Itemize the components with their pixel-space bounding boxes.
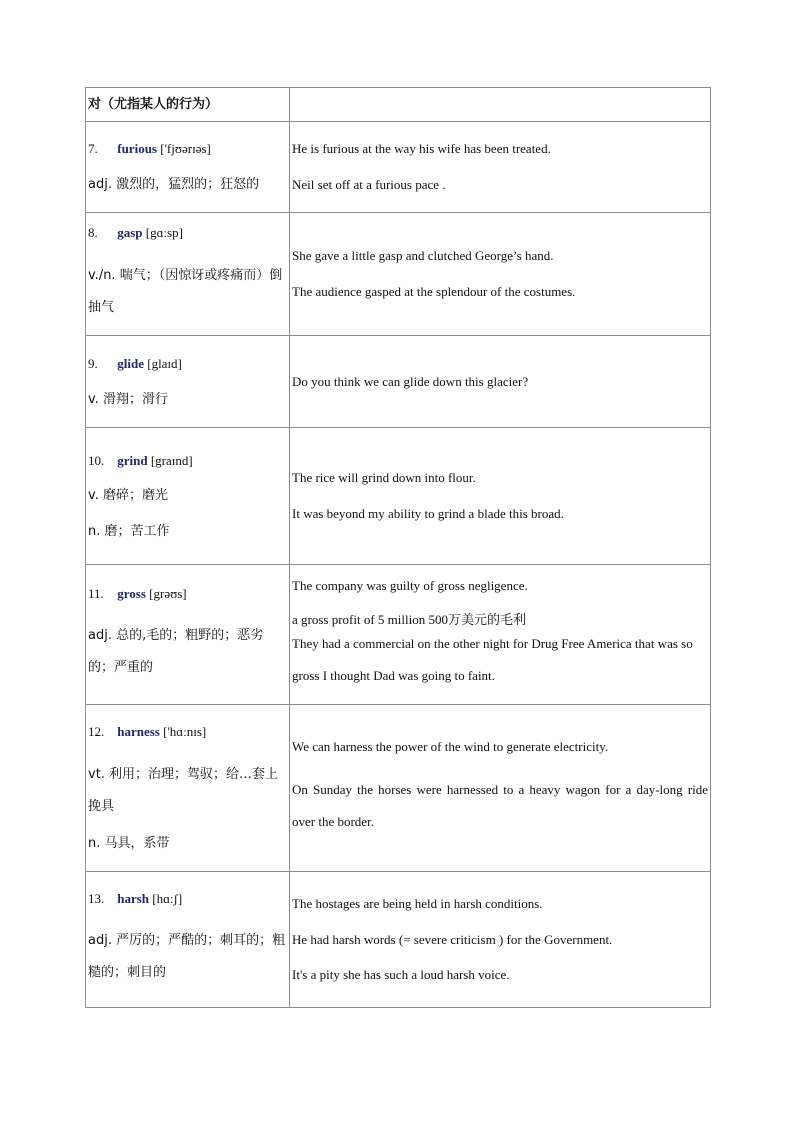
word-line (88, 452, 287, 470)
example-sentence: He is furious at the way his wife has been treated. (292, 141, 551, 157)
example-sentence: Neil set off at a furious pace . (292, 177, 446, 192)
word-line (88, 140, 287, 158)
example-sentence: The audience gasped at the splendour of the costumes. (292, 284, 576, 299)
example-sentence: She gave a little gasp and clutched George’s hand. (292, 248, 554, 264)
word-cell (86, 565, 290, 705)
table-row (86, 872, 711, 1008)
example-sentence: It was beyond my ability to grind a blade this broad. (292, 506, 564, 521)
table-row (86, 213, 711, 336)
example-sentence: On Sunday the horses were harnessed to a heavy wagon for a day-long ride over the border. (292, 781, 708, 829)
entry-number: 13. (88, 890, 105, 906)
example-cell (290, 213, 711, 336)
word-cell (86, 872, 290, 1008)
definition: vt. 利用；治理；驾驭；给…套上挽具 (88, 767, 279, 814)
example-cell (290, 428, 711, 565)
entry-number: 7. (88, 141, 98, 157)
entry-number: 12. (88, 724, 105, 740)
example-cell (290, 705, 711, 872)
example-sentence: The rice will grind down into flour. (292, 470, 476, 486)
example-sentence: He had harsh words (= severe criticism ) for the Government. (292, 931, 613, 947)
example-sentence: It's a pity she has such a loud harsh voice. (292, 967, 510, 983)
pronunciation: ['hɑːnɪs] (163, 724, 207, 740)
example-sentence: They had a commercial on the other night for Drug Free America that was so gross I thought Dad was going to faint. (292, 636, 693, 684)
headword: gasp (117, 225, 143, 241)
pronunciation: [gɑːsp] (145, 225, 183, 241)
definition: n. 磨；苦工作 (88, 523, 170, 539)
word-line (88, 224, 287, 242)
headword: glide (117, 355, 144, 371)
example-cell (290, 565, 711, 705)
definition: v. 滑翔；滑行 (88, 391, 168, 407)
example-cell (290, 336, 711, 428)
definition: adj. 激烈的，猛烈的；狂怒的 (88, 177, 260, 192)
word-cell (86, 428, 290, 565)
word-cell (86, 336, 290, 428)
word-line (88, 890, 287, 908)
header-right-cell (290, 88, 711, 122)
pronunciation: [graɪnd] (150, 452, 193, 468)
header-left-cell: 对（尤指某人的行为） (86, 88, 290, 122)
word-line (88, 723, 287, 741)
word-cell (86, 213, 290, 336)
example-sentence: We can harness the power of the wind to generate electricity. (292, 739, 609, 755)
table-row (86, 88, 711, 122)
table-row (86, 428, 711, 565)
entry-number: 8. (88, 225, 98, 241)
example-cell (290, 122, 711, 213)
definition: adj. 总的,毛的；粗野的；恶劣的；严重的 (88, 628, 264, 676)
definition: v./n. 喘气；（因惊讶或疼痛而）倒抽气 (88, 267, 283, 315)
table-row (86, 122, 711, 213)
table-row (86, 565, 711, 705)
example-sentence: The company was guilty of gross negligence. (292, 577, 528, 593)
word-line (88, 585, 287, 603)
example-sentence: Do you think we can glide down this glacier? (292, 373, 529, 389)
pronunciation: [hɑːʃ] (152, 890, 183, 906)
entry-number: 11. (88, 585, 104, 601)
headword: furious (117, 141, 157, 157)
example-sentence: a gross profit of 5 million 500万美元的毛利 (292, 611, 526, 627)
pronunciation: ['fjʊərɪəs] (160, 141, 211, 157)
headword: harsh (117, 890, 150, 906)
table-row (86, 705, 711, 872)
definition: adj. 严厉的；严酷的；刺耳的；粗糙的；刺目的 (88, 933, 286, 981)
headword: grind (117, 452, 148, 468)
definition: v. 磨碎；磨光 (88, 488, 168, 504)
word-line (88, 355, 287, 373)
table-row (86, 336, 711, 428)
pronunciation: [glaɪd] (147, 355, 182, 371)
word-cell (86, 705, 290, 872)
headword: harness (117, 724, 160, 740)
definition: n. 马具，系带 (88, 836, 170, 851)
example-sentence: The hostages are being held in harsh conditions. (292, 896, 543, 912)
entry-number: 9. (88, 355, 98, 371)
example-cell (290, 872, 711, 1008)
entry-number: 10. (88, 452, 105, 468)
headword: gross (117, 585, 146, 601)
word-cell (86, 122, 290, 213)
vocabulary-table (85, 87, 711, 1008)
pronunciation: [grəʊs] (149, 585, 187, 601)
